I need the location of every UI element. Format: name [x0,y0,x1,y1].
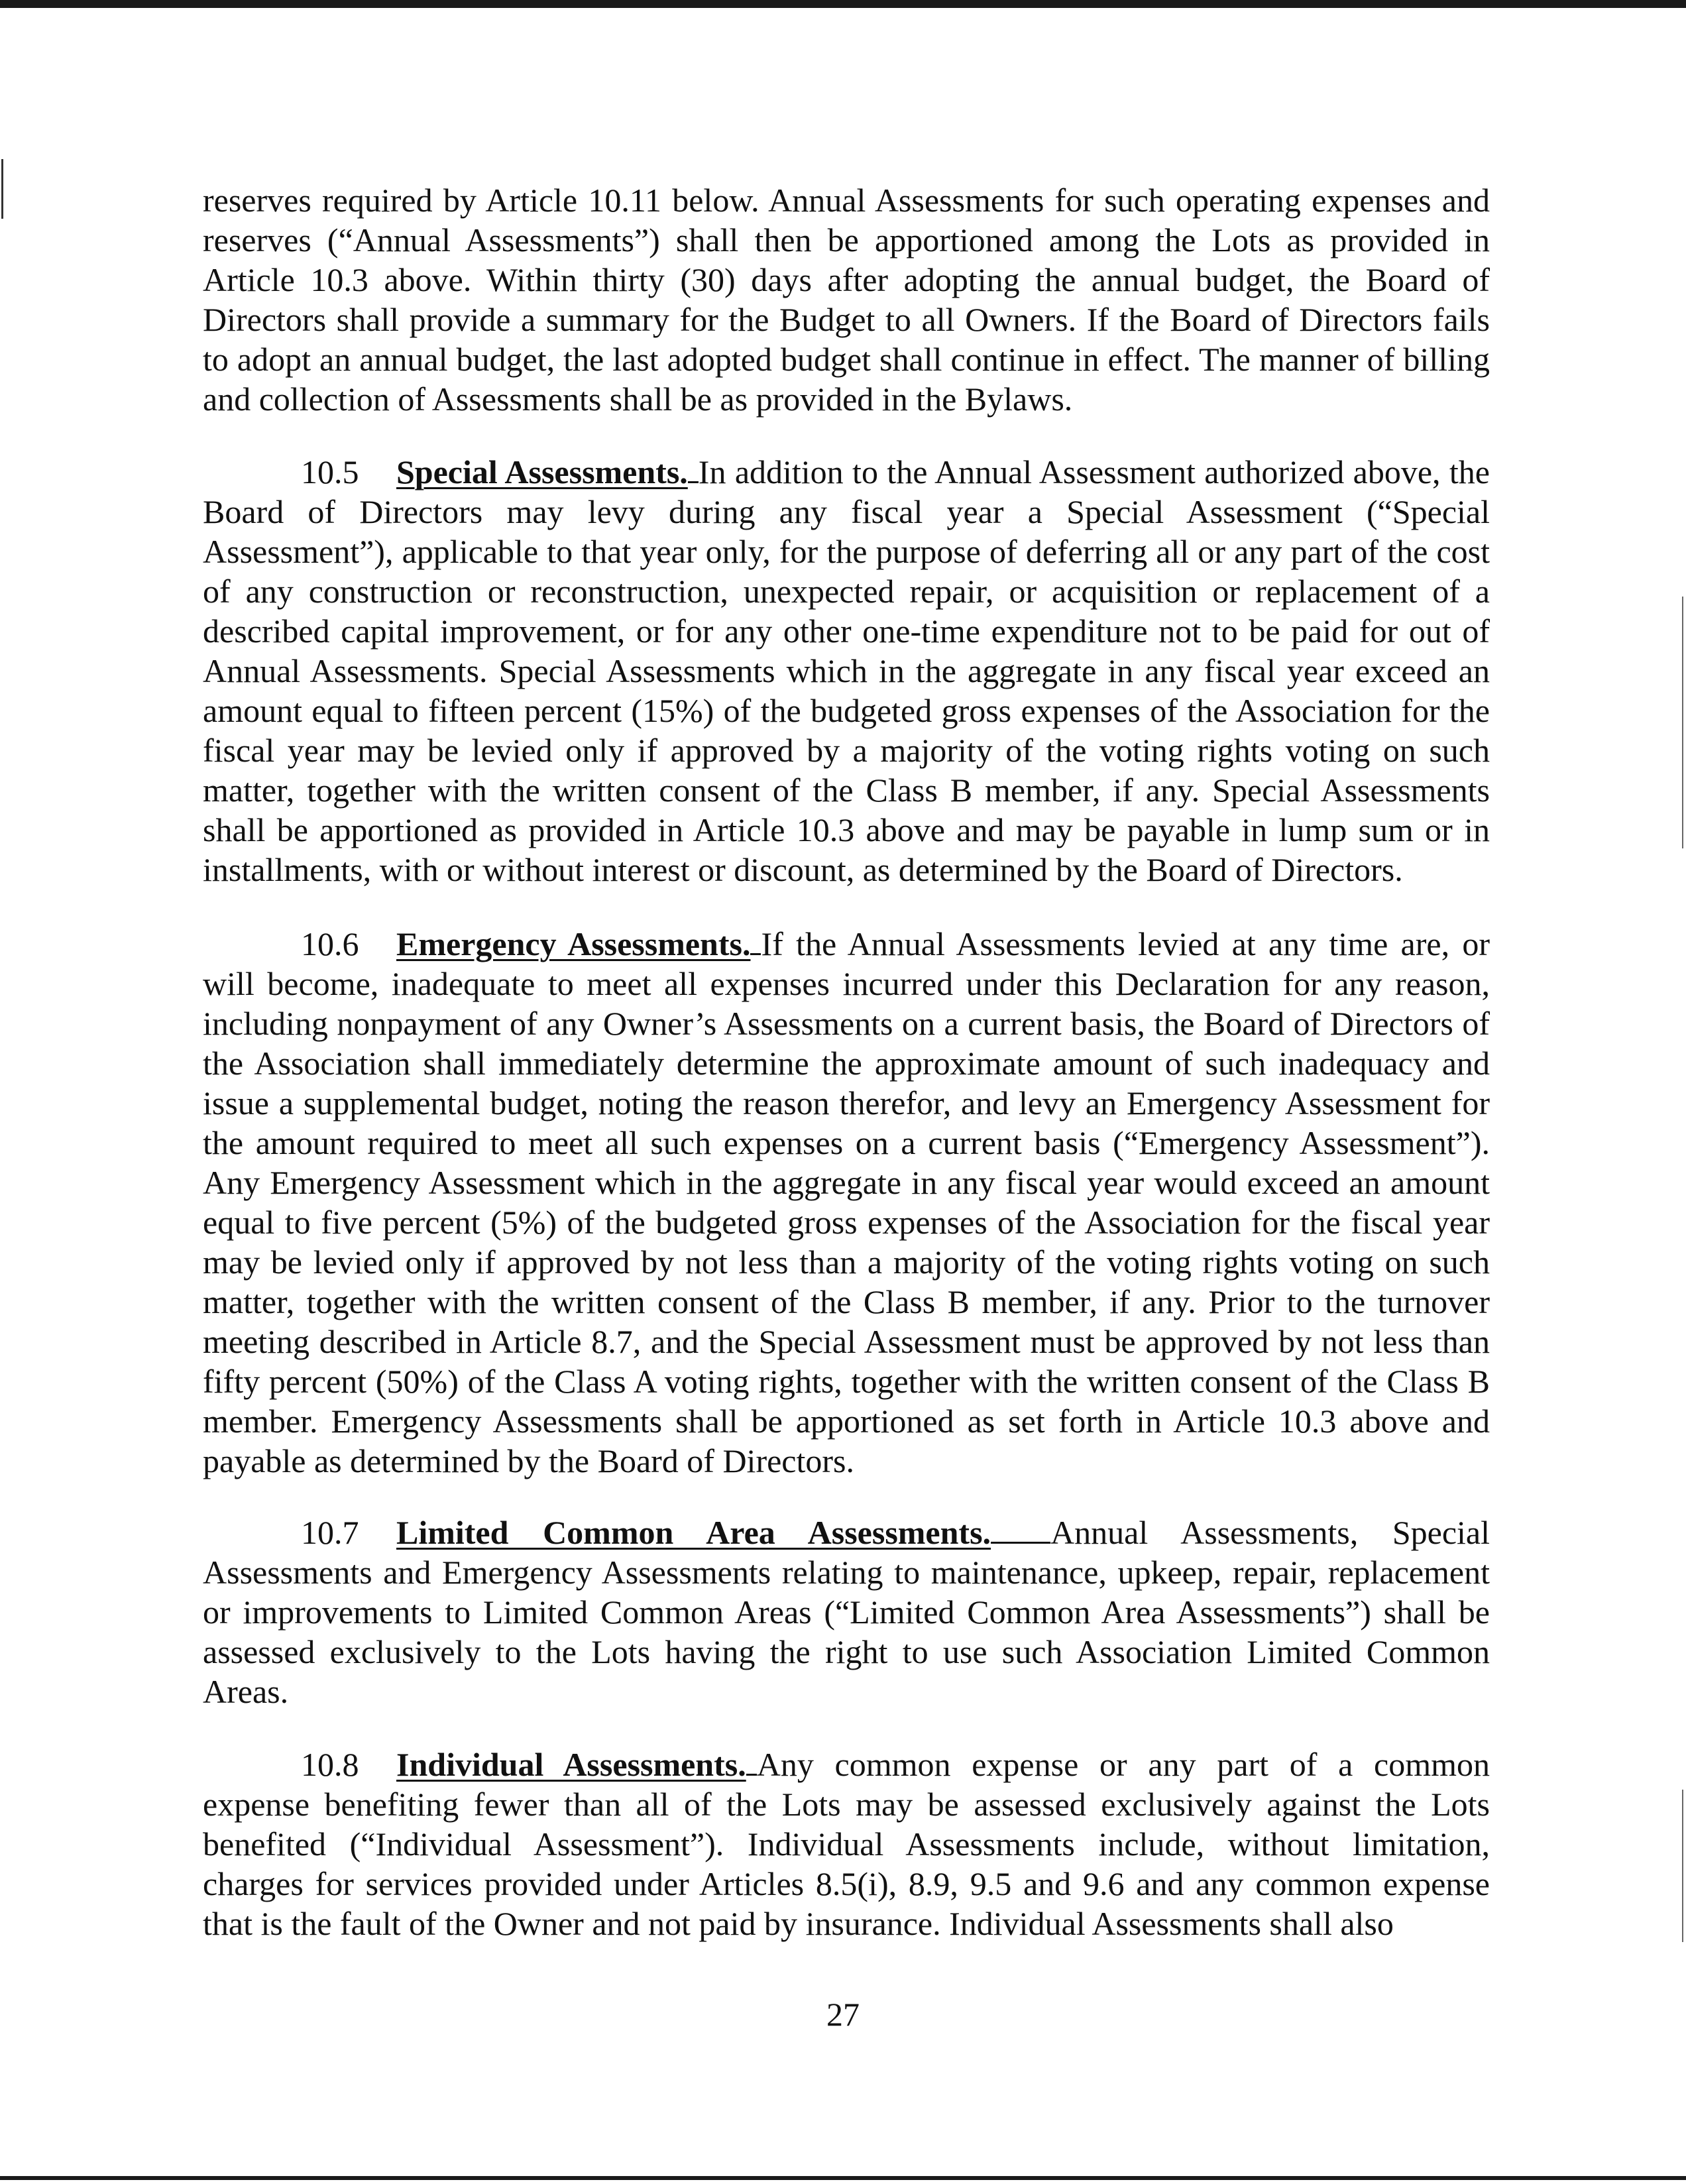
heading-underline-tail [688,477,699,483]
section-10-5-paragraph [203,452,1490,890]
scan-bottom-border [0,2176,1686,2180]
section-body: In addition to the Annual Assessment authorized above, the Board of Directors may levy during any fiscal year a Special Assessment (“Special Assessment”), applicable to that year only, for the purpose of deferring all or any part of the cost of any construction or reconstruction, unexpected repair, or acquisition or replacement of a described capital improvement, or for any other one-time expenditure not to be paid for out of Annual Assessments. Special Assessments which in the aggregate in any fiscal year exceed an amount equal to fifteen percent (15%) of the budgeted gross expenses of the Association for the fiscal year may be levied only if approved by a majority of the voting rights voting on such matter, together with the written consent of the Class B member, if any. Special Assessments shall be apportioned as provided in Article 10.3 above and may be payable in lump sum or in installments, with or without interest or discount, as determined by the Board of Directors. [203,453,1490,888]
heading-underline-tail [746,1770,757,1776]
section-body: Annual Assessments, Special Assessments and Emergency Assessments relating to maintenance, upkeep, repair, replacement or improvements to Limited Common Areas (“Limited Common Area Assessments”) shall be assessed exclusively to the Lots having the right to use such Association Limited Common Areas. [203,1514,1490,1710]
section-heading: Individual Assessments. [396,1746,746,1783]
section-number: 10.5 [301,453,359,490]
section-10-6-paragraph [203,924,1490,1481]
scan-left-edge-mark [1,159,3,219]
opening-paragraph: reserves required by Article 10.11 below. Annual Assessments for such operating expenses and reserves (“Annual Assessments”) shall then be apportioned among the Lots as provided in Article 10.3 above. Within thirty (30) days after adopting the annual budget, the Board of Directors shall provide a summary for the Budget to all Owners. If the Board of Directors fails to adopt an annual budget, the last adopted budget shall continue in effect. The manner of billing and collection of Assessments shall be as provided in the Bylaws. [203,182,1490,418]
section-number: 10.8 [301,1746,359,1783]
section-body: If the Annual Assessments levied at any time are, or will become, inadequate to meet all expenses incurred under this Declaration for any reason, including nonpayment of any Owner’s Assessments on a current basis, the Board of Directors of the Association shall immediately determine the approximate amount of such inadequacy and issue a supplemental budget, noting the reason therefor, and levy an Emergency Assessment for the amount required to meet all such expenses on a current basis (“Emergency Assessment”). Any Emergency Assessment which in the aggregate in any fiscal year would exceed an amount equal to five percent (5%) of the budgeted gross expenses of the Association for the fiscal year may be levied only if approved by not less than a majority of the voting rights voting on such matter, together with the written consent of the Class B member, if any. Prior to the turnover meeting described in Article 8.7, and the Special Assessment must be approved by not less than fifty percent (50%) of the Class A voting rights, together with the written consent of the Class B member. Emergency Assessments shall be apportioned as set forth in Article 10.3 above and payable as determined by the Board of Directors. [203,925,1490,1479]
section-body: Any common expense or any part of a common expense benefiting fewer than all of the Lots may be assessed exclusively against the Lots benefited (“Individual Assessment”). Individual Assessments include, without limitation, charges for services provided under Articles 8.5(i), 8.9, 9.5 and 9.6 and any common expense that is the fault of the Owner and not paid by insurance. Individual Assessments shall also [203,1746,1490,1942]
section-heading: Special Assessments. [396,453,688,490]
section-heading: Emergency Assessments. [396,925,751,962]
scan-right-edge-mark [1682,597,1683,848]
section-10-8-paragraph [203,1745,1490,1943]
heading-underline-tail [750,949,761,955]
scan-top-border [0,0,1686,8]
heading-underline-tail [991,1538,1050,1544]
page-number: 27 [826,1996,860,2033]
section-heading: Limited Common Area Assessments. [396,1514,991,1551]
scan-right-edge-mark [1682,1790,1683,1942]
section-10-7-paragraph [203,1513,1490,1711]
section-number: 10.7 [301,1514,359,1551]
section-number: 10.6 [301,925,359,962]
